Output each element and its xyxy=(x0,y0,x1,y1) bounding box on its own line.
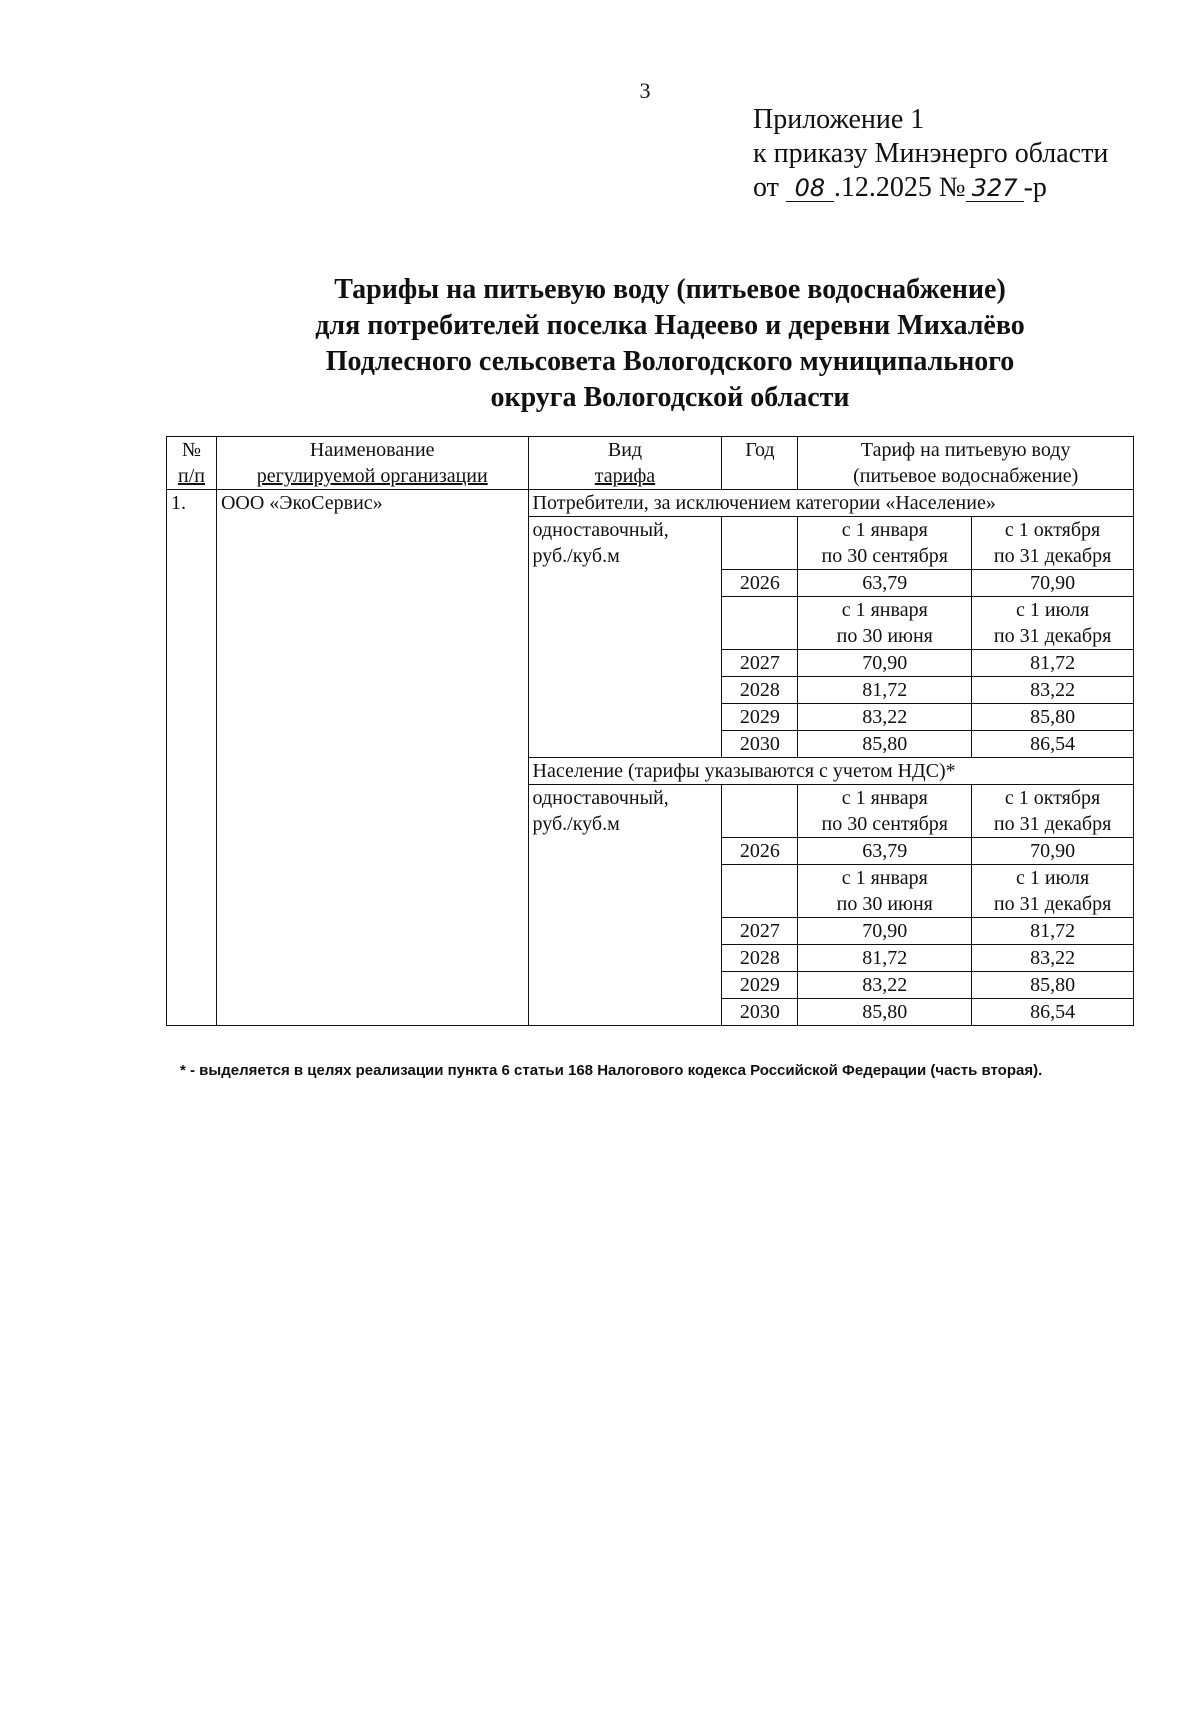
year-cell-empty xyxy=(722,597,798,650)
header-organization xyxy=(216,437,528,490)
period-line: по 31 декабря xyxy=(993,813,1112,835)
year-cell: 2026 xyxy=(722,838,798,865)
year-cell: 2026 xyxy=(722,570,798,597)
date-prefix: от xyxy=(753,172,779,203)
title-line-4: округа Вологодской области xyxy=(490,382,850,413)
period-cell xyxy=(972,597,1134,650)
year-cell: 2028 xyxy=(722,677,798,704)
header-tariff-type xyxy=(528,437,722,490)
tariff-table xyxy=(166,436,1134,1026)
year-cell: 2029 xyxy=(722,704,798,731)
tariff-type-line-1: одноставочный, xyxy=(532,519,669,541)
period-cell xyxy=(972,517,1134,570)
title-line-3: Подлесного сельсовета Вологодского муниципального xyxy=(325,346,1015,377)
year-cell: 2028 xyxy=(722,945,798,972)
tariff-value: 81,72 xyxy=(972,650,1134,677)
header-tariff-type-line-2: тарифа xyxy=(594,465,656,487)
period-cell xyxy=(798,865,972,918)
tariff-value: 86,54 xyxy=(972,731,1134,758)
table-row xyxy=(167,490,1134,517)
year-cell: 2027 xyxy=(722,650,798,677)
tariff-value: 85,80 xyxy=(972,704,1134,731)
table-header-row xyxy=(167,437,1134,490)
year-cell: 2027 xyxy=(722,918,798,945)
year-cell: 2030 xyxy=(722,731,798,758)
header-number-line-1: № xyxy=(181,439,202,461)
tariff-value: 81,72 xyxy=(798,677,972,704)
tariff-type-line-2: руб./куб.м xyxy=(532,545,620,567)
handwritten-day: 08 xyxy=(786,175,834,202)
tariff-value: 63,79 xyxy=(798,570,972,597)
tariff-value: 70,90 xyxy=(972,838,1134,865)
organization-name: ООО «ЭкоСервис» xyxy=(216,490,528,1026)
header-tariff-line-1: Тариф на питьевую воду xyxy=(860,439,1071,461)
period-line: по 30 сентября xyxy=(821,545,948,567)
header-tariff xyxy=(798,437,1134,490)
header-organization-line-1: Наименование xyxy=(309,439,435,461)
year-cell: 2030 xyxy=(722,999,798,1026)
header-number-line-2: п/п xyxy=(177,465,205,487)
period-line: по 30 сентября xyxy=(821,813,948,835)
year-cell-empty xyxy=(722,785,798,838)
appendix-block xyxy=(753,103,1108,205)
tariff-value: 85,80 xyxy=(798,731,972,758)
tariff-value: 86,54 xyxy=(972,999,1134,1026)
year-cell-empty xyxy=(722,517,798,570)
category-population: Население (тарифы указываются с учетом НДС)* xyxy=(528,758,1133,785)
period-line: по 31 декабря xyxy=(993,893,1112,915)
tariff-value: 85,80 xyxy=(972,972,1134,999)
tariff-value: 81,72 xyxy=(972,918,1134,945)
period-cell xyxy=(798,517,972,570)
period-line: с 1 октября xyxy=(1004,787,1101,809)
tariff-type-line-2: руб./куб.м xyxy=(532,813,620,835)
period-line: с 1 января xyxy=(841,519,928,541)
appendix-date-line xyxy=(753,171,1108,205)
period-cell xyxy=(972,865,1134,918)
handwritten-order-number: 327 xyxy=(966,175,1024,202)
tariff-value: 81,72 xyxy=(798,945,972,972)
period-cell xyxy=(972,785,1134,838)
tariff-value: 70,90 xyxy=(798,650,972,677)
year-cell: 2029 xyxy=(722,972,798,999)
header-number xyxy=(167,437,217,490)
period-line: с 1 января xyxy=(841,787,928,809)
header-year: Год xyxy=(722,437,798,490)
document-title xyxy=(150,272,1190,416)
footnote: * - выделяется в целях реализации пункта 6 статьи 168 Налогового кодекса Российской Федерации (часть вторая). xyxy=(180,1062,1043,1079)
appendix-line-2: к приказу Минэнерго области xyxy=(753,138,1109,169)
appendix-line-1: Приложение 1 xyxy=(753,104,925,135)
tariff-value: 83,22 xyxy=(798,972,972,999)
period-line: с 1 июля xyxy=(1015,599,1090,621)
tariff-value: 70,90 xyxy=(798,918,972,945)
row-number: 1. xyxy=(167,490,217,1026)
tariff-value: 83,22 xyxy=(972,945,1134,972)
tariff-type-line-1: одноставочный, xyxy=(532,787,669,809)
tariff-value: 85,80 xyxy=(798,999,972,1026)
order-suffix: -р xyxy=(1023,172,1047,203)
header-organization-line-2: регулируемой организации xyxy=(256,465,488,487)
period-line: с 1 января xyxy=(841,599,928,621)
title-line-1: Тарифы на питьевую воду (питьевое водоснабжение) xyxy=(334,274,1006,305)
tariff-value: 83,22 xyxy=(972,677,1134,704)
title-line-2: для потребителей поселка Надеево и деревни Михалёво xyxy=(315,310,1025,341)
tariff-type xyxy=(528,517,722,758)
header-tariff-line-2: (питьевое водоснабжение) xyxy=(853,465,1079,487)
period-line: по 30 июня xyxy=(836,893,933,915)
date-rest: .12.2025 № xyxy=(833,172,966,203)
header-tariff-type-line-1: Вид xyxy=(607,439,643,461)
period-line: по 30 июня xyxy=(836,625,933,647)
tariff-type xyxy=(528,785,722,1026)
period-line: с 1 июля xyxy=(1015,867,1090,889)
tariff-value: 63,79 xyxy=(798,838,972,865)
category-other-consumers: Потребители, за исключением категории «Население» xyxy=(528,490,1133,517)
period-line: с 1 октября xyxy=(1004,519,1101,541)
period-line: по 31 декабря xyxy=(993,545,1112,567)
year-cell-empty xyxy=(722,865,798,918)
period-line: по 31 декабря xyxy=(993,625,1112,647)
period-line: с 1 января xyxy=(841,867,928,889)
period-cell xyxy=(798,597,972,650)
tariff-value: 83,22 xyxy=(798,704,972,731)
period-cell xyxy=(798,785,972,838)
page-number: 3 xyxy=(639,78,651,103)
tariff-value: 70,90 xyxy=(972,570,1134,597)
